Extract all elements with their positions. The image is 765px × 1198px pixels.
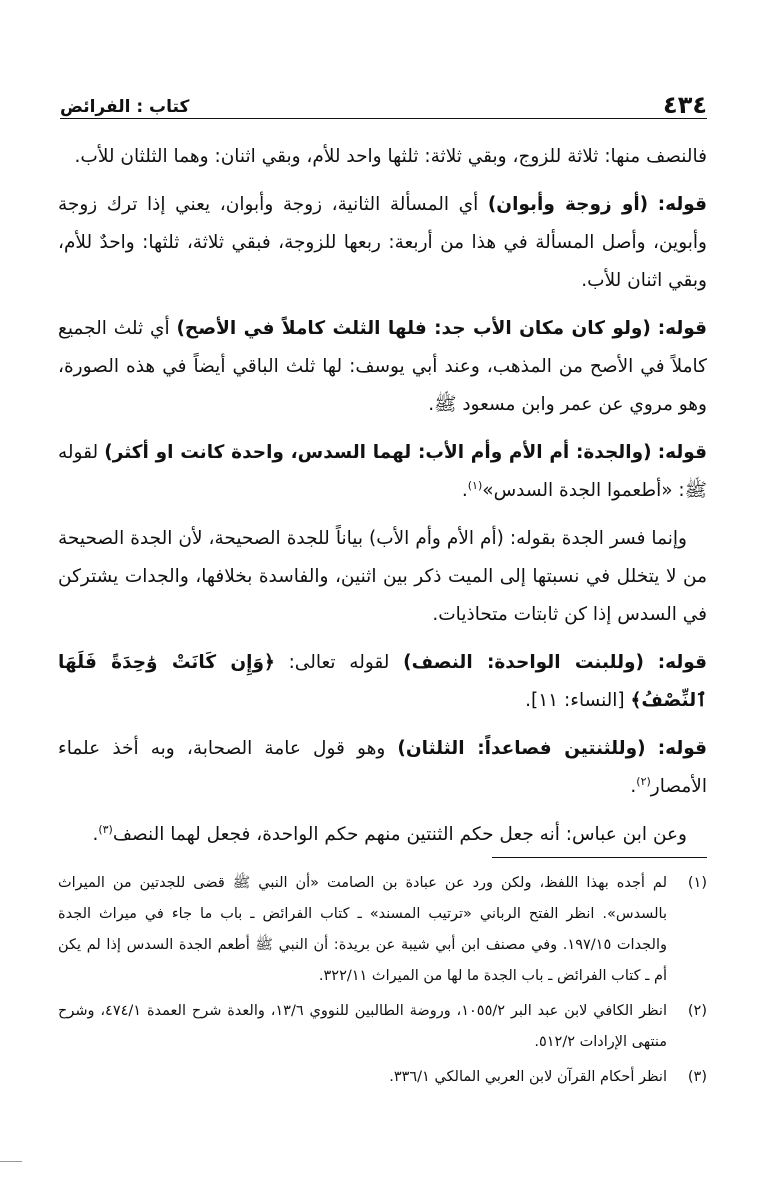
qawluhu-label: قوله: (657, 652, 707, 673)
running-title: كتاب : الفرائض (60, 97, 190, 117)
qawluhu-label: قوله: (657, 318, 708, 339)
paragraph-text: وهو قول عامة الصحابة، وبه أخذ علماء الأمصار (58, 738, 707, 797)
matn-quote: (والجدة: أم الأم وأم الأب: لهما السدس، واحدة كانت او أكثر) (104, 442, 652, 463)
page-number: ٤٣٤ (663, 91, 707, 119)
quran-verse: ﴿وَإِن كَانَتْ وَٰحِدَةً فَلَهَا ٱلنِّصْفُ﴾ (58, 652, 707, 711)
paragraph (58, 434, 707, 510)
matn-quote: (وللبنت الواحدة: النصف) (403, 652, 644, 673)
paragraph-text: وإنما فسر الجدة بقوله: (أم الأم وأم الأب) بياناً للجدة الصحيحة، لأن الجدة الصحيحة من لا يتخلل في نسبتها إلى الميت ذكر بين اثنين، والفاسدة بخلافها، والجدات يشتركن في السدس إذا كن ثابتات متحاذيات. (58, 528, 707, 625)
footnote (58, 1062, 707, 1093)
footnote-text: انظر أحكام القرآن لابن العربي المالكي ٣٣٦/١. (389, 1069, 667, 1085)
footnote (58, 996, 707, 1058)
footnote-ref: (١) (467, 478, 483, 492)
paragraph-tail: [النساء: ١١]. (525, 690, 631, 711)
paragraph-text: لقوله ﷺ: «أطعموا الجدة السدس» (58, 442, 707, 501)
paragraph (58, 644, 707, 720)
footnotes (58, 868, 707, 1097)
paragraph (58, 310, 707, 424)
page-header (60, 90, 707, 119)
qawluhu-label: قوله: (657, 194, 707, 215)
qawluhu-label: قوله: (657, 738, 707, 759)
footnote-text: لم أجده بهذا اللفظ، ولكن ورد عن عبادة بن الصامت «أن النبي ﷺ قضى للجدتين من الميراث بالسدس». انظر الفتح الرباني «ترتيب المسند» ـ كتاب الفرائض ـ باب ما جاء في ميراث الجدة والجدات ١٩٧/١٥. وفي مصنف ابن أبي شيبة عن بريدة: أن النبي ﷺ أطعم الجدة السدس إذا لم يكن أم ـ كتاب الفرائض ـ باب الجدة ما لها من الميراث ٣٢٢/١١. (58, 875, 667, 984)
paragraph (58, 520, 707, 634)
footnote-ref: (٢) (636, 774, 651, 788)
paragraph (58, 730, 707, 806)
footnote-number: (٣) (687, 1069, 707, 1085)
paragraph-tail: . (461, 480, 468, 501)
paragraph-text: أي المسألة الثانية، زوجة وأبوان، يعني إذا ترك زوجة وأبوين، وأصل المسألة في هذا من أربعة: ربعها للزوجة، فبقي ثلاثة، ثلثها: واحدٌ للأم، وبقي اثنان للأب. (58, 194, 707, 291)
footnote (58, 868, 707, 992)
footnote-ref: (٣) (98, 822, 113, 836)
main-text (58, 138, 707, 864)
scan-edge-mark (0, 1161, 22, 1162)
paragraph-tail: . (92, 824, 99, 845)
footnote-text: انظر الكافي لابن عبد البر ١٠٥٥/٢، وروضة الطالبين للنووي ١٣/٦، والعدة شرح العمدة ٤٧٤/١، وشرح منتهى الإرادات ٥١٢/٢. (58, 1003, 667, 1050)
paragraph-text: وعن ابن عباس: أنه جعل حكم الثنتين منهم حكم الواحدة، فجعل لهما النصف (112, 824, 687, 845)
paragraph-tail: . (630, 776, 637, 797)
footnote-separator (492, 857, 707, 858)
paragraph-text: فالنصف منها: ثلاثة للزوج، وبقي ثلاثة: ثلثها واحد للأم، وبقي اثنان: وهما الثلثان للأب. (74, 146, 707, 167)
qawluhu-label: قوله: (657, 442, 707, 463)
matn-quote: (وللثنتين فصاعداً: الثلثان) (397, 738, 646, 759)
paragraph (58, 138, 707, 176)
footnote-number: (١) (687, 875, 707, 891)
paragraph-text: لقوله تعالى: (274, 652, 404, 673)
matn-quote: (ولو كان مكان الأب جد: فلها الثلث كاملاً في الأصح) (176, 318, 651, 339)
paragraph (58, 186, 707, 300)
paragraph-text: أي ثلث الجميع كاملاً في الأصح من المذهب، وعند أبي يوسف: لها ثلث الباقي أيضاً في هذه الصورة، وهو مروي عن عمر وابن مسعود ﷺ. (58, 318, 707, 415)
footnote-number: (٢) (687, 1003, 707, 1019)
matn-quote: (أو زوجة وأبوان) (487, 194, 649, 215)
paragraph (58, 816, 707, 854)
